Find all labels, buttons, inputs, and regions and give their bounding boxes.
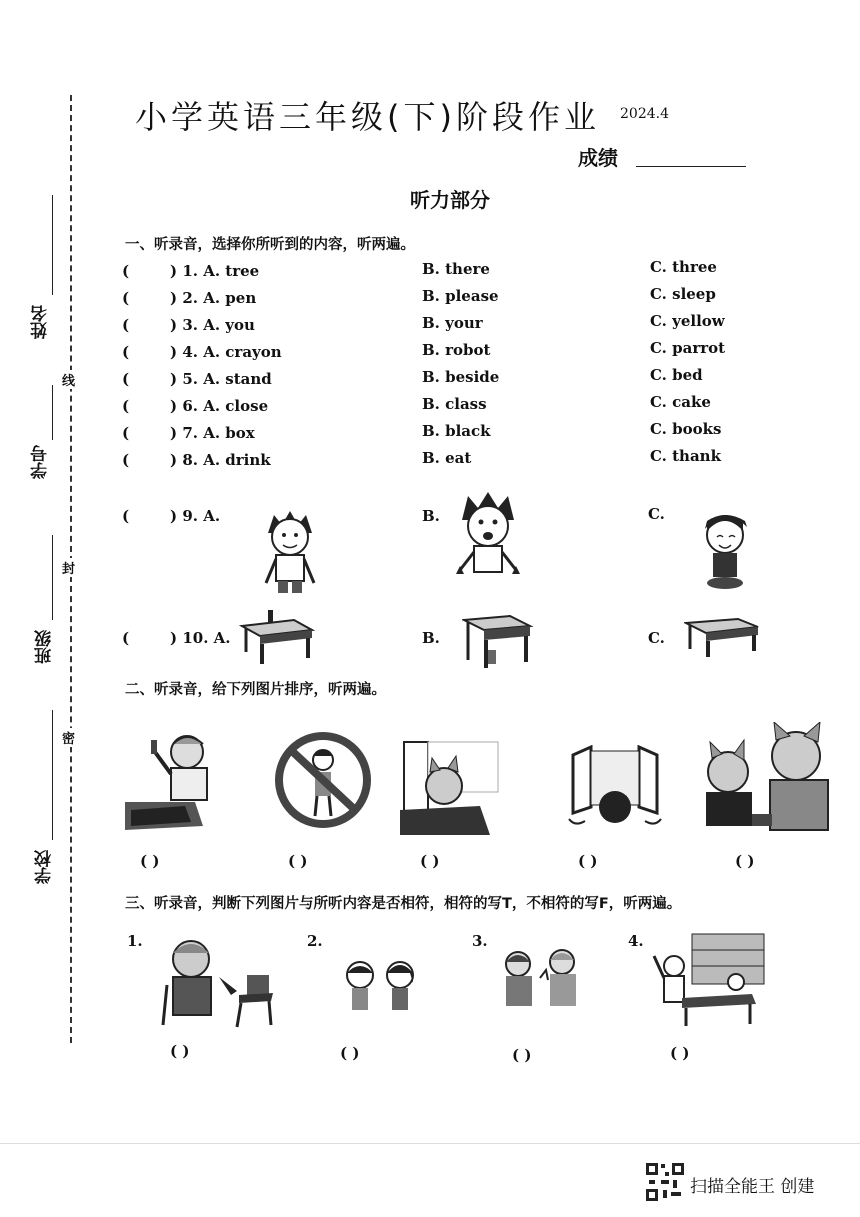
q9-open-paren: ( bbox=[122, 507, 130, 525]
judge-2-num: 2. bbox=[307, 932, 323, 950]
q10-option-b-label: B. bbox=[422, 629, 440, 647]
answer-paren-6[interactable]: ( bbox=[122, 397, 130, 415]
seal-mark-secret: 密 bbox=[62, 728, 75, 747]
q10-option-a-label: ) 10. A. bbox=[170, 629, 231, 647]
school-field[interactable] bbox=[52, 710, 53, 840]
q4-option-a: ) 4. A. crayon bbox=[170, 343, 282, 361]
judge-blank-1[interactable]: ( ) bbox=[170, 1042, 190, 1060]
two-cats-image bbox=[698, 722, 833, 834]
q3-option-c: C. yellow bbox=[650, 312, 725, 330]
q7-option-a: ) 7. A. box bbox=[170, 424, 255, 442]
order-blank-2[interactable]: ( ) bbox=[288, 852, 308, 870]
order-blank-1[interactable]: ( ) bbox=[140, 852, 160, 870]
q10-option-c-label: C. bbox=[648, 629, 665, 647]
judge-1-num: 1. bbox=[127, 932, 143, 950]
q9-option-a-label: ) 9. A. bbox=[170, 507, 221, 525]
footer-divider bbox=[0, 1143, 860, 1144]
student-id-field[interactable] bbox=[52, 385, 53, 440]
judge-blank-2[interactable]: ( ) bbox=[340, 1044, 360, 1062]
q5-option-a: ) 5. A. stand bbox=[170, 370, 272, 388]
answer-paren-3[interactable]: ( bbox=[122, 316, 130, 334]
q8-option-b: B. eat bbox=[422, 449, 472, 467]
q1-option-b: B. there bbox=[422, 260, 490, 278]
section-title: 听力部分 bbox=[410, 188, 490, 212]
q8-option-a: ) 8. A. drink bbox=[170, 451, 271, 469]
q2-option-b: B. please bbox=[422, 287, 499, 305]
judge-blank-3[interactable]: ( ) bbox=[512, 1046, 532, 1064]
qr-code-icon bbox=[645, 1162, 685, 1202]
school-label: 学校 bbox=[35, 850, 55, 884]
desk-empty-image bbox=[684, 615, 762, 660]
answer-paren-8[interactable]: ( bbox=[122, 451, 130, 469]
q3-option-b: B. your bbox=[422, 314, 483, 332]
q4-option-c: C. parrot bbox=[650, 339, 726, 357]
scanner-brand-label: 扫描全能王 创建 bbox=[690, 1177, 815, 1197]
children-in-library-image bbox=[652, 932, 767, 1027]
boy-smiling-image bbox=[695, 505, 755, 595]
q9-option-c-label: C. bbox=[648, 505, 665, 523]
answer-paren-7[interactable]: ( bbox=[122, 424, 130, 442]
class-field[interactable] bbox=[52, 535, 53, 620]
part2-instruction: 二、听录音，给下列图片排序，听两遍。 bbox=[125, 682, 386, 698]
q6-option-c: C. cake bbox=[650, 393, 711, 411]
part1-instruction: 一、听录音，选择你所听到的内容，听两遍。 bbox=[125, 237, 415, 253]
q9-option-b-label: B. bbox=[422, 507, 440, 525]
people-talking-image bbox=[500, 948, 585, 1018]
judge-3-num: 3. bbox=[472, 932, 488, 950]
cat-at-door-image bbox=[400, 740, 505, 835]
order-blank-4[interactable]: ( ) bbox=[578, 852, 598, 870]
answer-paren-1[interactable]: ( bbox=[122, 262, 130, 280]
answer-paren-4[interactable]: ( bbox=[122, 343, 130, 361]
desk-with-item-on-image bbox=[238, 606, 316, 666]
score-field[interactable] bbox=[636, 166, 746, 167]
q7-option-b: B. black bbox=[422, 422, 491, 440]
judge-4-num: 4. bbox=[628, 932, 644, 950]
seal-mark-seal: 封 bbox=[62, 558, 75, 577]
date-label: 2024.4 bbox=[620, 106, 669, 122]
q8-option-c: C. thank bbox=[650, 447, 721, 465]
score-label: 成绩 bbox=[578, 146, 618, 170]
two-children-image bbox=[340, 955, 420, 1020]
part3-instruction: 三、听录音，判断下列图片与所听内容是否相符，相符的写T，不相符的写F，听两遍。 bbox=[125, 896, 682, 912]
order-blank-3[interactable]: ( ) bbox=[420, 852, 440, 870]
q1-option-a: ) 1. A. tree bbox=[170, 262, 260, 280]
no-girl-sign-image bbox=[275, 732, 371, 828]
q6-option-a: ) 6. A. close bbox=[170, 397, 269, 415]
q10-open-paren: ( bbox=[122, 629, 130, 647]
q5-option-b: B. beside bbox=[422, 368, 500, 386]
q5-option-c: C. bed bbox=[650, 366, 703, 384]
desk-with-item-under-image bbox=[462, 610, 534, 672]
name-label: 姓名 bbox=[31, 305, 51, 339]
grandma-and-chair-image bbox=[155, 935, 280, 1030]
student-id-label: 学号 bbox=[31, 445, 51, 479]
class-label: 班级 bbox=[35, 630, 55, 664]
page-title: 小学英语三年级(下)阶段作业 bbox=[135, 98, 600, 136]
order-blank-5[interactable]: ( ) bbox=[735, 852, 755, 870]
grandpa-at-desk-image bbox=[125, 730, 225, 835]
open-window-image bbox=[565, 745, 665, 830]
q7-option-c: C. books bbox=[650, 420, 722, 438]
name-field[interactable] bbox=[52, 195, 53, 295]
answer-paren-5[interactable]: ( bbox=[122, 370, 130, 388]
boy-hands-down-image bbox=[250, 505, 330, 595]
q3-option-a: ) 3. A. you bbox=[170, 316, 255, 334]
seal-mark-line: 线 bbox=[62, 370, 75, 389]
answer-paren-2[interactable]: ( bbox=[122, 289, 130, 307]
judge-blank-4[interactable]: ( ) bbox=[670, 1044, 690, 1062]
q2-option-c: C. sleep bbox=[650, 285, 716, 303]
boy-sit-down-image bbox=[448, 490, 528, 590]
q2-option-a: ) 2. A. pen bbox=[170, 289, 257, 307]
q6-option-b: B. class bbox=[422, 395, 487, 413]
q1-option-c: C. three bbox=[650, 258, 717, 276]
q4-option-b: B. robot bbox=[422, 341, 491, 359]
